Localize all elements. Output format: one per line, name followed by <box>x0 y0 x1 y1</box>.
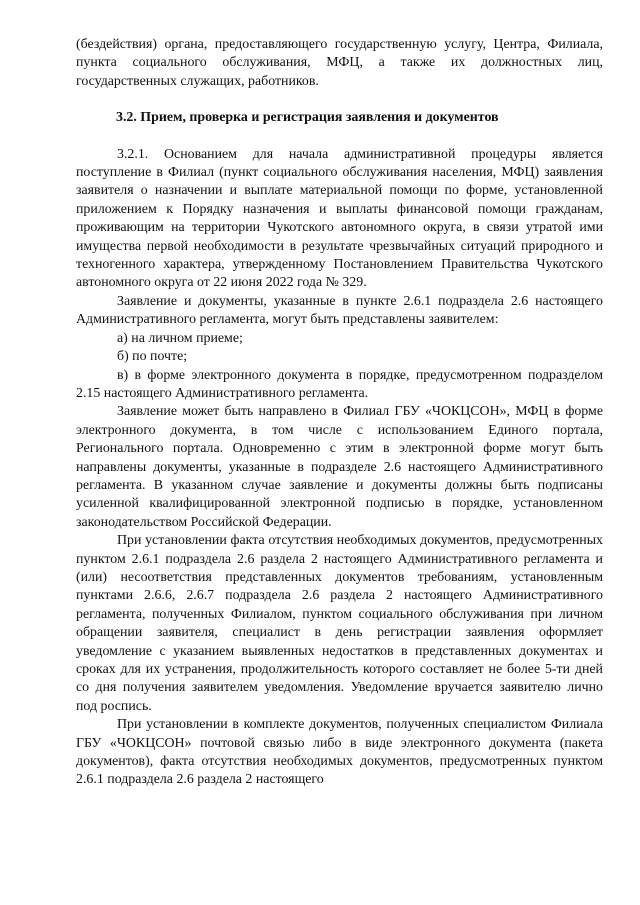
section-heading: 3.2. Прием, проверка и регистрация заявления и документов <box>116 110 499 126</box>
list-item-personal: а) на личном приеме; <box>117 330 243 346</box>
list-item-mail: б) по почте; <box>117 349 188 365</box>
paragraph-missing-documents: При установлении факта отсутствия необходимых документов, предусмотренных пунктом 2.6.1 подраздела 2.6 раздела 2 настоящего Административного регламента и (или) несоответствия представленных документов требованиям, установленным пунктами 2.6.6, 2.6.7 подраздела 2.6 раздела 2 настоящего Административного регламента, полученных Филиалом, пунктом социального обслуживания при личном обращении заявителя, специалист в день регистрации заявления оформляет уведомление с указанием выявленных недостатков в представленных документах и сроках для их устранения, продолжительность которого составляет не более 5-ти дней со дня получения заявителем уведомления. Уведомление вручается заявителю лично под роспись. <box>76 533 603 714</box>
paragraph-submission: Заявление и документы, указанные в пункте 2.6.1 подраздела 2.6 настоящего Административного регламента, могут быть представлены заявителем: <box>76 293 603 328</box>
paragraph-postal-documents: При установлении в комплекте документов, полученных специалистом Филиала ГБУ «ЧОКЦСОН» почтовой связью либо в виде электронного документа (пакета документов), факта отсутствия необходимых документов, предусмотренных пунктом 2.6.1 подраздела 2.6 раздела 2 настоящего <box>76 717 603 788</box>
list-item-electronic: в) в форме электронного документа в порядке, предусмотренном подразделом 2.15 настоящего Административного регламента. <box>76 367 603 401</box>
document-page <box>76 36 603 790</box>
paragraph-continuation: (бездействия) органа, предоставляющего государственную услугу, Центра, Филиала, пункта социального обслуживания, МФЦ, а также их должностных лиц, государственных служащих, работников. <box>76 37 603 89</box>
paragraph-electronic-form: Заявление может быть направлено в Филиал ГБУ «ЧОКЦСОН», МФЦ в форме электронного документа, в том числе с использованием Единого портала, Регионального портала. Одновременно с этим в электронной форме могут быть направлены документы, указанные в подразделе 2.6 настоящего Административного регламента. В указанном случае заявление и документы должны быть подписаны усиленной квалифицированной электронной подписью в порядке, установленном законодательством Российской Федерации. <box>76 404 603 530</box>
paragraph-basis: 3.2.1. Основанием для начала административной процедуры является поступление в Филиал (пункт социального обслуживания населения, МФЦ) заявления заявителя о назначении и выплате материальной помощи по форме, установленной приложением к Порядку назначения и выплаты финансовой помощи гражданам, проживающим на территории Чукотского автономного округа, в связи утратой ими имущества первой необходимости в результате чрезвычайных ситуаций природного и техногенного характера, утвержденному Постановлением Правительства Чукотского автономного округа от 22 июня 2022 года № 329. <box>76 146 603 291</box>
